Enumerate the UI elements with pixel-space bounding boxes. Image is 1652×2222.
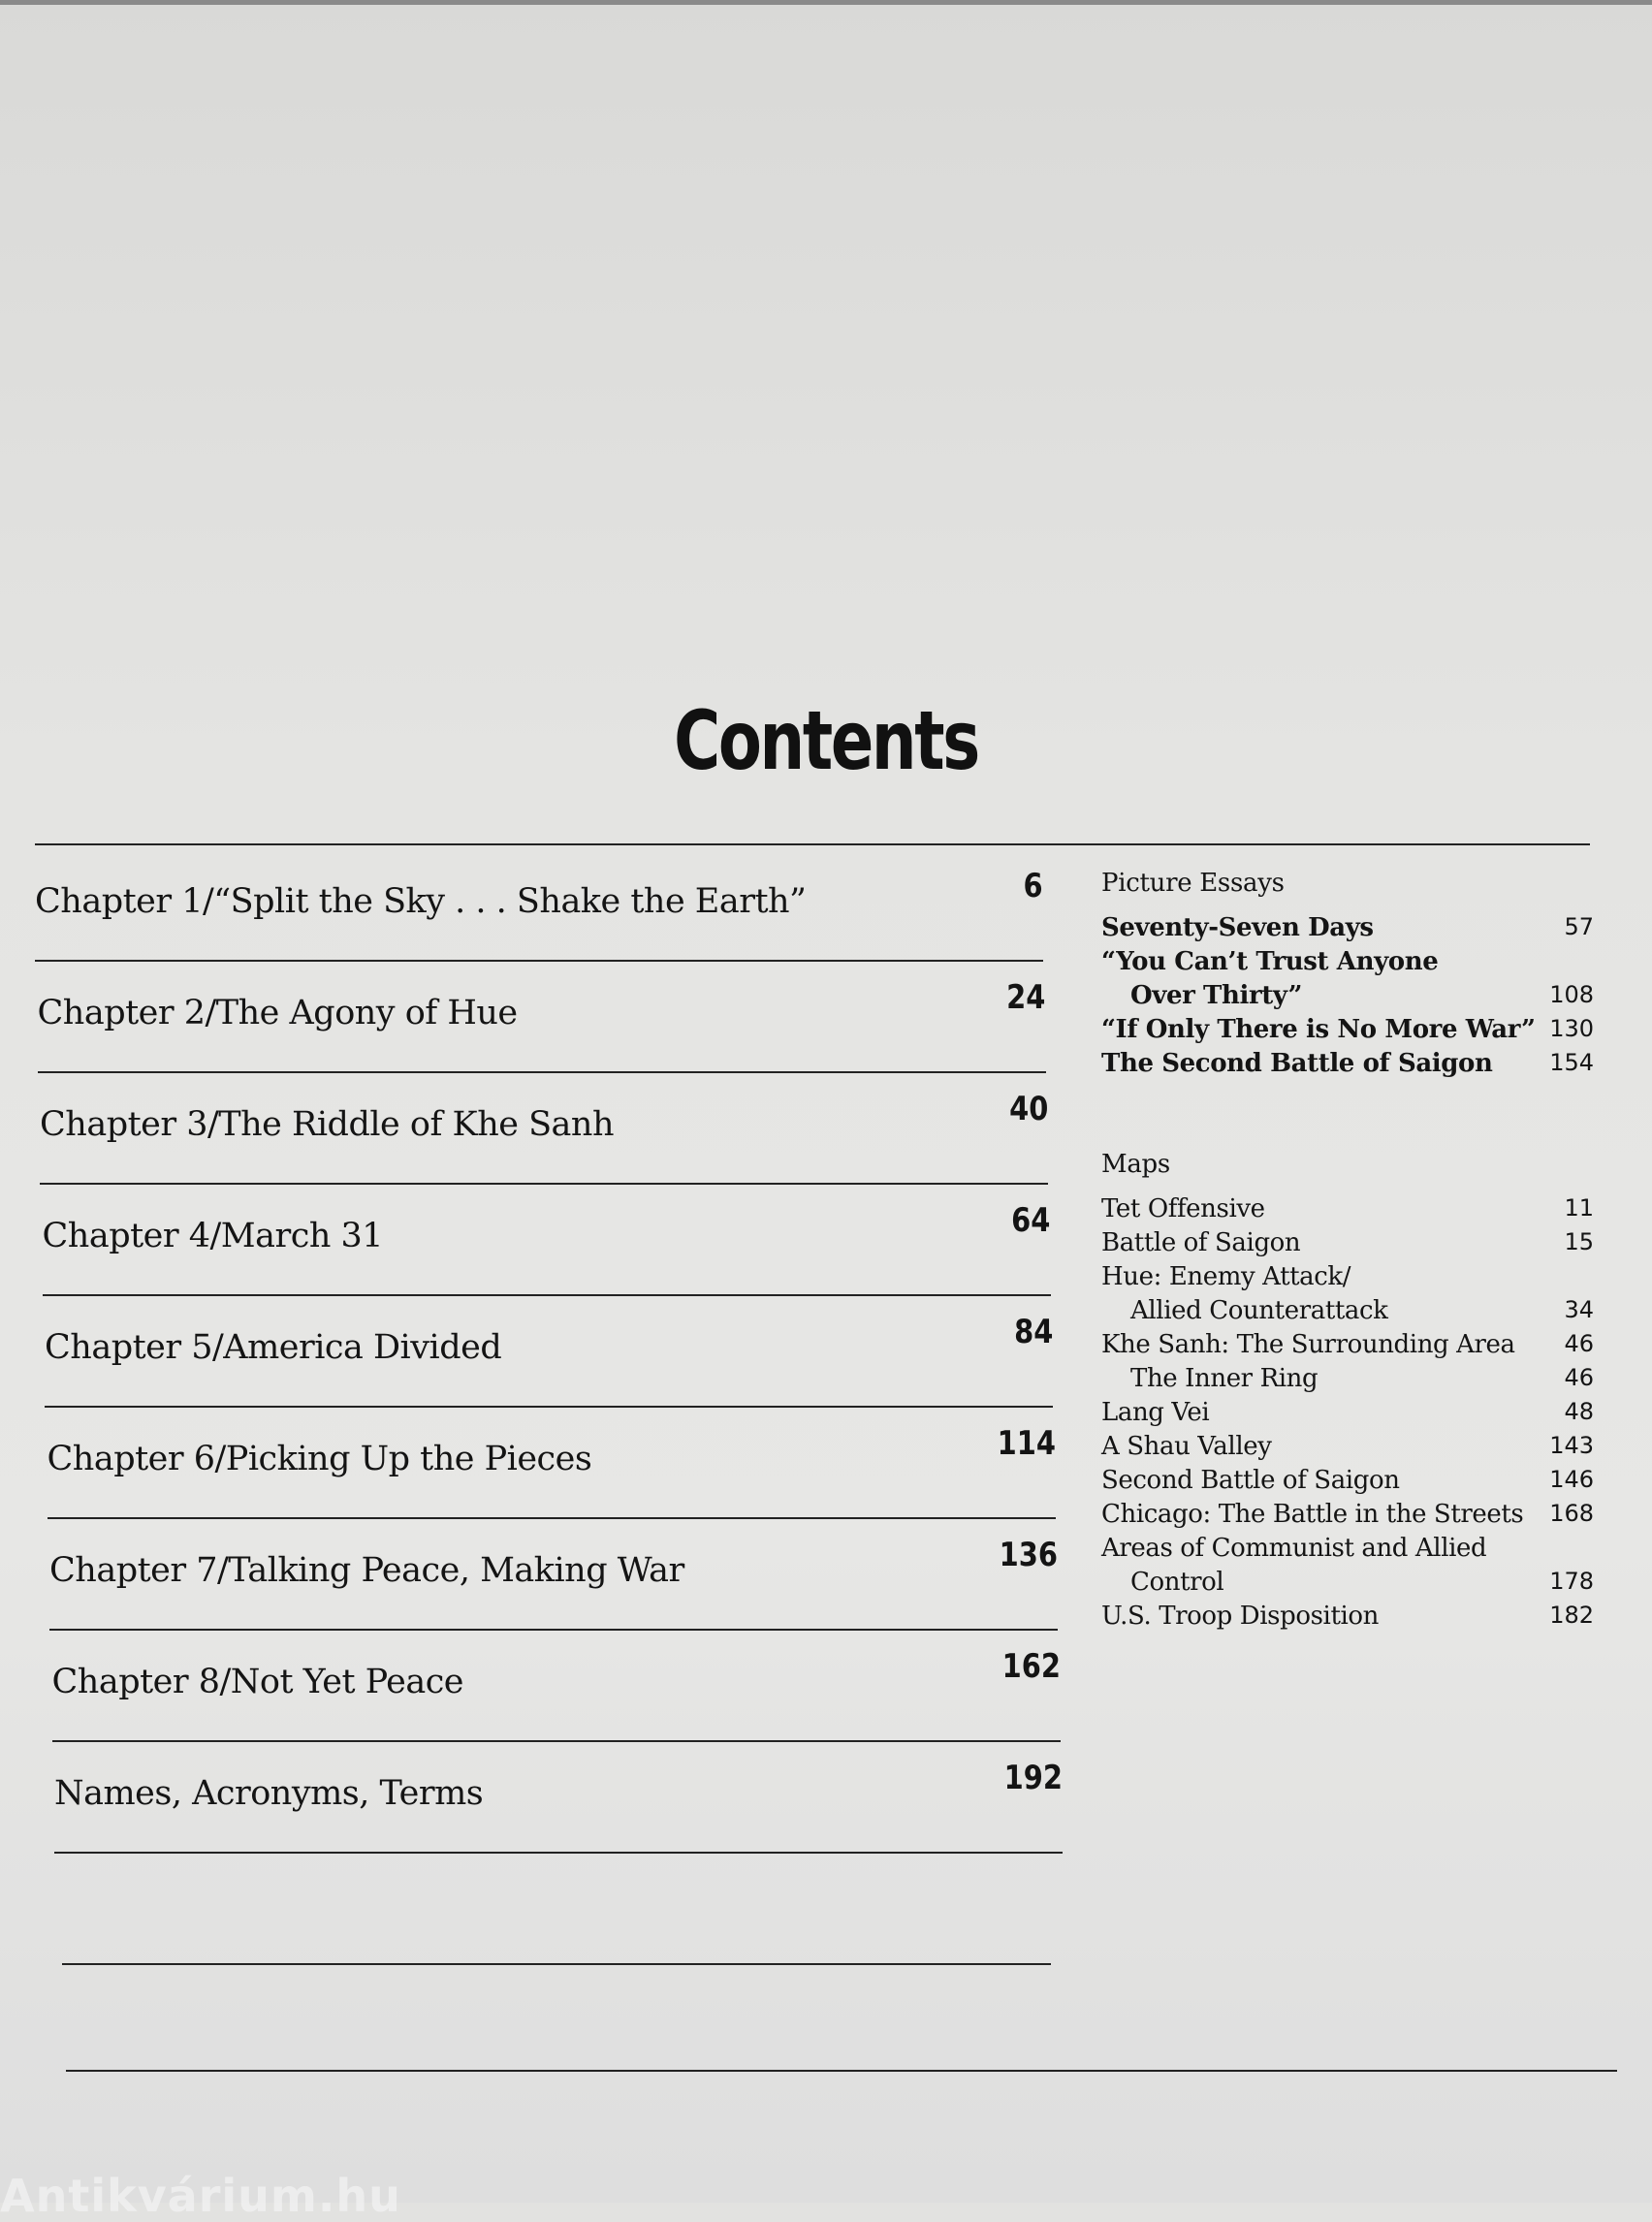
chapter-page-number: 84	[1013, 1313, 1053, 1351]
entry-page-number: 34	[1564, 1296, 1594, 1323]
entry-title: Over Thirty”	[1130, 981, 1303, 1010]
bottom-rule	[66, 2070, 1617, 2072]
blank-rule	[62, 1963, 1051, 1965]
entry-title: Battle of Saigon	[1101, 1228, 1301, 1257]
entry-page-number: 146	[1549, 1466, 1594, 1493]
map-entry	[1101, 1194, 1594, 1228]
picture-essay-entry	[1101, 1015, 1594, 1049]
chapter-rule	[35, 960, 1043, 962]
entry-title: “You Can’t Trust Anyone	[1101, 947, 1439, 976]
map-entry	[1101, 1398, 1594, 1432]
entry-page-number: 11	[1564, 1194, 1594, 1222]
chapter-title: Chapter 2/The Agony of Hue	[37, 994, 518, 1032]
entry-page-number: 182	[1549, 1602, 1594, 1629]
map-entry	[1101, 1568, 1594, 1602]
maps-section	[1101, 1150, 1594, 1635]
chapter-rule	[48, 1517, 1056, 1519]
chapter-page-number: 40	[1008, 1090, 1048, 1128]
picture-essays-list	[1101, 913, 1594, 1083]
chapter-rule	[49, 1629, 1058, 1631]
maps-heading: Maps	[1101, 1150, 1170, 1179]
chapter-title: Names, Acronyms, Terms	[54, 1774, 484, 1813]
entry-page-number: 143	[1549, 1432, 1594, 1459]
chapter-rule	[38, 1071, 1046, 1073]
chapter-row	[49, 1524, 1058, 1631]
chapter-title: Chapter 4/March 31	[42, 1217, 384, 1255]
chapter-page-number: 24	[1006, 978, 1046, 1017]
map-entry	[1101, 1432, 1594, 1466]
chapter-row	[40, 1078, 1048, 1185]
chapter-title: Chapter 7/Talking Peace, Making War	[49, 1551, 684, 1590]
chapter-row	[38, 967, 1046, 1073]
picture-essay-entry	[1101, 947, 1594, 981]
chapter-row	[45, 1301, 1053, 1408]
chapter-rule	[54, 1852, 1063, 1854]
chapter-page-number: 162	[1001, 1647, 1061, 1686]
chapter-row	[54, 1747, 1063, 1854]
entry-title: U.S. Troop Disposition	[1101, 1602, 1380, 1631]
chapter-page-number: 114	[997, 1424, 1056, 1463]
entry-title: Hue: Enemy Attack/	[1101, 1262, 1351, 1291]
page-top-edge	[0, 0, 1652, 5]
maps-list	[1101, 1194, 1594, 1635]
chapter-rule	[43, 1294, 1051, 1296]
map-entry	[1101, 1534, 1594, 1568]
entry-page-number: 15	[1564, 1228, 1594, 1255]
entry-title: “If Only There is No More War”	[1101, 1015, 1536, 1044]
entry-title: The Inner Ring	[1130, 1364, 1318, 1393]
map-entry	[1101, 1466, 1594, 1500]
entry-title: Control	[1130, 1568, 1224, 1597]
picture-essay-entry	[1101, 913, 1594, 947]
entry-page-number: 168	[1549, 1500, 1594, 1527]
entry-page-number: 46	[1564, 1364, 1594, 1391]
page-title: Contents	[674, 693, 978, 788]
chapter-row	[48, 1413, 1056, 1519]
entry-page-number: 46	[1564, 1330, 1594, 1357]
chapter-rule	[40, 1183, 1048, 1185]
chapter-title: Chapter 8/Not Yet Peace	[51, 1663, 464, 1701]
chapter-title: Chapter 1/“Split the Sky . . . Shake the Earth”	[35, 882, 807, 921]
entry-title: A Shau Valley	[1101, 1432, 1272, 1461]
chapter-rule	[45, 1406, 1053, 1408]
map-entry	[1101, 1262, 1594, 1296]
map-entry	[1101, 1228, 1594, 1262]
picture-essay-entry	[1101, 1049, 1594, 1083]
map-entry	[1101, 1296, 1594, 1330]
entry-title: Second Battle of Saigon	[1101, 1466, 1400, 1495]
chapter-row	[35, 855, 1043, 962]
picture-essays-heading: Picture Essays	[1101, 869, 1285, 898]
entry-page-number: 57	[1564, 913, 1594, 940]
chapter-page-number: 192	[1003, 1759, 1063, 1797]
chapter-title: Chapter 3/The Riddle of Khe Sanh	[40, 1105, 615, 1144]
entry-title: Tet Offensive	[1101, 1194, 1265, 1223]
map-entry	[1101, 1602, 1594, 1635]
map-entry	[1101, 1364, 1594, 1398]
entry-title: Chicago: The Battle in the Streets	[1101, 1500, 1524, 1529]
top-rule	[35, 843, 1590, 845]
entry-title: Lang Vei	[1101, 1398, 1210, 1427]
chapter-title: Chapter 5/America Divided	[45, 1328, 502, 1367]
picture-essay-entry	[1101, 981, 1594, 1015]
entry-page-number: 130	[1549, 1015, 1594, 1042]
entry-title: Allied Counterattack	[1130, 1296, 1388, 1325]
entry-title: Seventy-Seven Days	[1101, 913, 1374, 942]
chapter-row	[52, 1635, 1061, 1742]
map-entry	[1101, 1330, 1594, 1364]
map-entry	[1101, 1500, 1594, 1534]
chapter-title: Chapter 6/Picking Up the Pieces	[47, 1440, 592, 1478]
entry-title: Khe Sanh: The Surrounding Area	[1101, 1330, 1515, 1359]
chapter-page-number: 6	[1023, 867, 1043, 905]
entry-page-number: 154	[1549, 1049, 1594, 1076]
entry-page-number: 48	[1564, 1398, 1594, 1425]
chapter-rule	[52, 1740, 1061, 1742]
entry-page-number: 178	[1549, 1568, 1594, 1595]
chapter-row	[43, 1190, 1051, 1296]
entry-title: The Second Battle of Saigon	[1101, 1049, 1493, 1078]
chapter-page-number: 64	[1011, 1201, 1051, 1240]
entry-title: Areas of Communist and Allied	[1101, 1534, 1487, 1563]
entry-page-number: 108	[1549, 981, 1594, 1008]
watermark-text: Antikvárium.hu	[0, 2170, 401, 2222]
chapter-page-number: 136	[999, 1536, 1058, 1574]
picture-essays-section	[1101, 869, 1594, 1083]
